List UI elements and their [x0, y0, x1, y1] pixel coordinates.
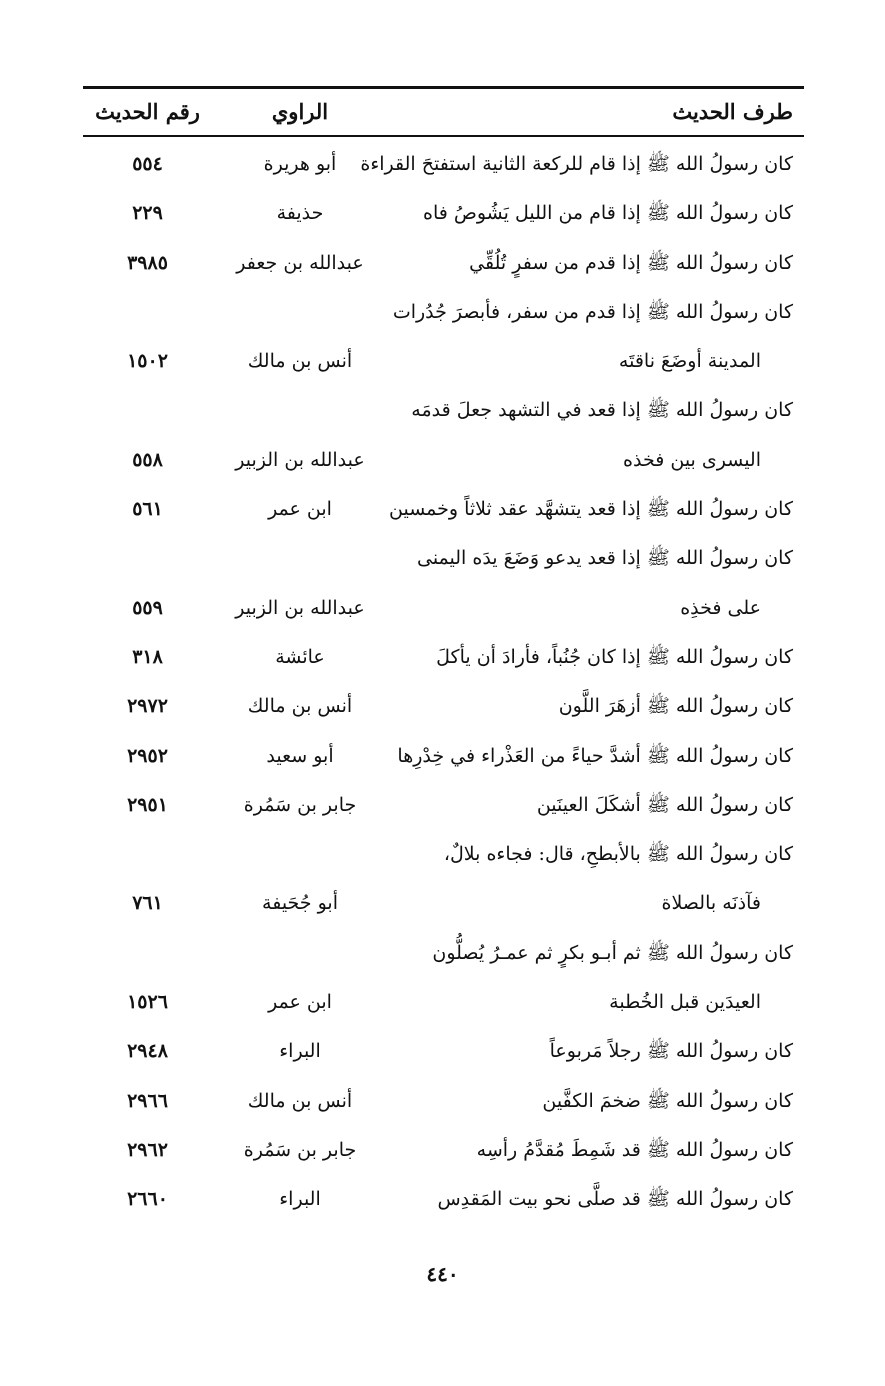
- narrator: البراء: [279, 1188, 321, 1211]
- hadith-number: ١٥٢٦: [127, 991, 168, 1014]
- hadith-text: [393, 1077, 793, 1126]
- hadith-number: ٢٩٦٢: [127, 1138, 168, 1161]
- hadith-number: ٢٩٥١: [127, 793, 168, 816]
- hadith-number: ٥٥٩: [132, 596, 163, 619]
- table-row: [0, 929, 885, 1028]
- table-row: [0, 189, 885, 238]
- hadith-text-line: كان رسولُ الله ﷺ إذا قام للركعة الثانية استفتحَ القراءة: [360, 153, 793, 175]
- header-rule: [83, 135, 804, 137]
- hadith-text-line: كان رسولُ الله ﷺ إذا قام من الليل يَشُوصُ فاه: [423, 202, 793, 225]
- hadith-text: [393, 239, 793, 288]
- hadith-text: [393, 386, 793, 485]
- hadith-text: [360, 140, 793, 189]
- table-row: [0, 386, 885, 485]
- hadith-index-table: [0, 140, 885, 1225]
- table-row: [0, 239, 885, 288]
- hadith-number: ٢٦٦٠: [127, 1188, 168, 1211]
- narrator: ابن عمر: [268, 991, 332, 1014]
- hadith-text-line: كان رسولُ الله ﷺ إذا قعد يدعو وَضَعَ يدَه اليمنى: [416, 547, 793, 570]
- narrator: ابن عمر: [268, 498, 332, 521]
- hadith-text: [389, 485, 793, 534]
- hadith-text-line: كان رسولُ الله ﷺ أشدَّ حياءً من العَذْراء في خِدْرِها: [397, 744, 793, 767]
- table-row: [0, 288, 885, 387]
- narrator: أنس بن مالك: [247, 695, 353, 718]
- hadith-text-line: كان رسولُ الله ﷺ قد شَمِطَ مُقدَّمُ رأسِه: [476, 1138, 793, 1161]
- hadith-text: [393, 534, 793, 633]
- narrator: عبدالله بن الزبير: [235, 448, 365, 471]
- narrator: عبدالله بن الزبير: [235, 596, 365, 619]
- table-row: [0, 140, 885, 189]
- hadith-text-line: كان رسولُ الله ﷺ إذا كان جُنُباً، فأرادَ أن يأكلَ: [436, 645, 793, 668]
- hadith-text: [393, 288, 793, 387]
- hadith-text-line: اليسرى بين فخذه: [623, 448, 761, 471]
- hadith-number: ٢٢٩: [132, 202, 163, 225]
- hadith-text-line: كان رسولُ الله ﷺ أزهَرَ اللَّون: [558, 695, 793, 718]
- hadith-number: ٣٩٨٥: [127, 251, 168, 274]
- hadith-text-line: كان رسولُ الله ﷺ إذا قدم من سفر، فأبصرَ جُدُرات: [392, 300, 793, 323]
- table-row: [0, 633, 885, 682]
- hadith-text: [393, 633, 793, 682]
- hadith-number: ٢٩٥٢: [127, 744, 168, 767]
- narrator: عبدالله بن جعفر: [236, 251, 364, 274]
- hadith-number: ٣١٨: [132, 645, 163, 668]
- hadith-text-line: كان رسولُ الله ﷺ رجلاً مَربوعاً: [549, 1040, 793, 1063]
- header-hadith-text: طرف الحديث: [672, 99, 793, 124]
- narrator: جابر بن سَمُرة: [243, 1138, 357, 1161]
- table-row: [0, 781, 885, 830]
- hadith-text-line: المدينة أوضَعَ ناقتَه: [618, 350, 761, 373]
- hadith-text-line: فآذنَه بالصلاة: [661, 892, 761, 915]
- hadith-text-line: كان رسولُ الله ﷺ ثم أبـو بكرٍ ثم عمـرُ يُصلُّون: [432, 941, 793, 964]
- header-hadith-number: رقم الحديث: [95, 99, 200, 124]
- table-row: [0, 1077, 885, 1126]
- header-narrator: الراوي: [271, 99, 329, 124]
- hadith-text-line: كان رسولُ الله ﷺ إذا قدم من سفرٍ تُلُقِّي: [469, 251, 793, 274]
- hadith-number: ٢٩٤٨: [127, 1040, 168, 1063]
- narrator: أبو سعيد: [266, 744, 334, 767]
- hadith-text-line: كان رسولُ الله ﷺ بالأبطحِ، قال: فجاءه بلالٌ،: [443, 843, 793, 866]
- narrator: حذيفة: [276, 202, 324, 225]
- hadith-text-line: كان رسولُ الله ﷺ أشكَلَ العينَين: [536, 793, 793, 816]
- hadith-text: [393, 682, 793, 731]
- narrator: أبو جُحَيفة: [262, 892, 338, 915]
- hadith-text: [393, 781, 793, 830]
- page-number: ٤٤٠: [426, 1262, 459, 1286]
- hadith-number: ١٥٠٢: [127, 350, 168, 373]
- hadith-number: ٢٩٦٦: [127, 1089, 168, 1112]
- hadith-number: ٢٩٧٢: [127, 695, 168, 718]
- narrator: أبو هريرة: [263, 153, 337, 175]
- hadith-text: [393, 189, 793, 238]
- hadith-number: ٥٥٤: [132, 153, 163, 175]
- narrator: البراء: [279, 1040, 321, 1063]
- table-row: [0, 830, 885, 929]
- table-row: [0, 1126, 885, 1175]
- hadith-number: ٥٥٨: [132, 448, 163, 471]
- table-row: [0, 1027, 885, 1076]
- top-rule: [83, 86, 804, 89]
- hadith-text: [393, 1027, 793, 1076]
- hadith-text-line: كان رسولُ الله ﷺ إذا قعد في التشهد جعلَ قدمَه: [411, 399, 793, 422]
- table-row: [0, 682, 885, 731]
- hadith-text-line: على فخذِه: [680, 596, 761, 619]
- hadith-text-line: العيدَين قبل الخُطبة: [609, 991, 761, 1014]
- hadith-text-line: كان رسولُ الله ﷺ قد صلَّى نحو بيت المَقدِس: [437, 1188, 793, 1211]
- hadith-text: [393, 732, 793, 781]
- table-row: [0, 1175, 885, 1224]
- narrator: عائشة: [275, 645, 325, 668]
- table-row: [0, 485, 885, 534]
- narrator: أنس بن مالك: [247, 1089, 353, 1112]
- table-row: [0, 732, 885, 781]
- hadith-text: [393, 929, 793, 1028]
- hadith-text-line: كان رسولُ الله ﷺ إذا قعد يتشهَّد عقد ثلاثاً وخمسين: [389, 498, 793, 521]
- hadith-text: [393, 1175, 793, 1224]
- hadith-text: [393, 1126, 793, 1175]
- hadith-text: [393, 830, 793, 929]
- narrator: أنس بن مالك: [247, 350, 353, 373]
- table-row: [0, 534, 885, 633]
- hadith-text-line: كان رسولُ الله ﷺ ضخمَ الكفَّين: [542, 1089, 793, 1112]
- narrator: جابر بن سَمُرة: [243, 793, 357, 816]
- hadith-number: ٥٦١: [132, 498, 163, 521]
- hadith-number: ٧٦١: [132, 892, 163, 915]
